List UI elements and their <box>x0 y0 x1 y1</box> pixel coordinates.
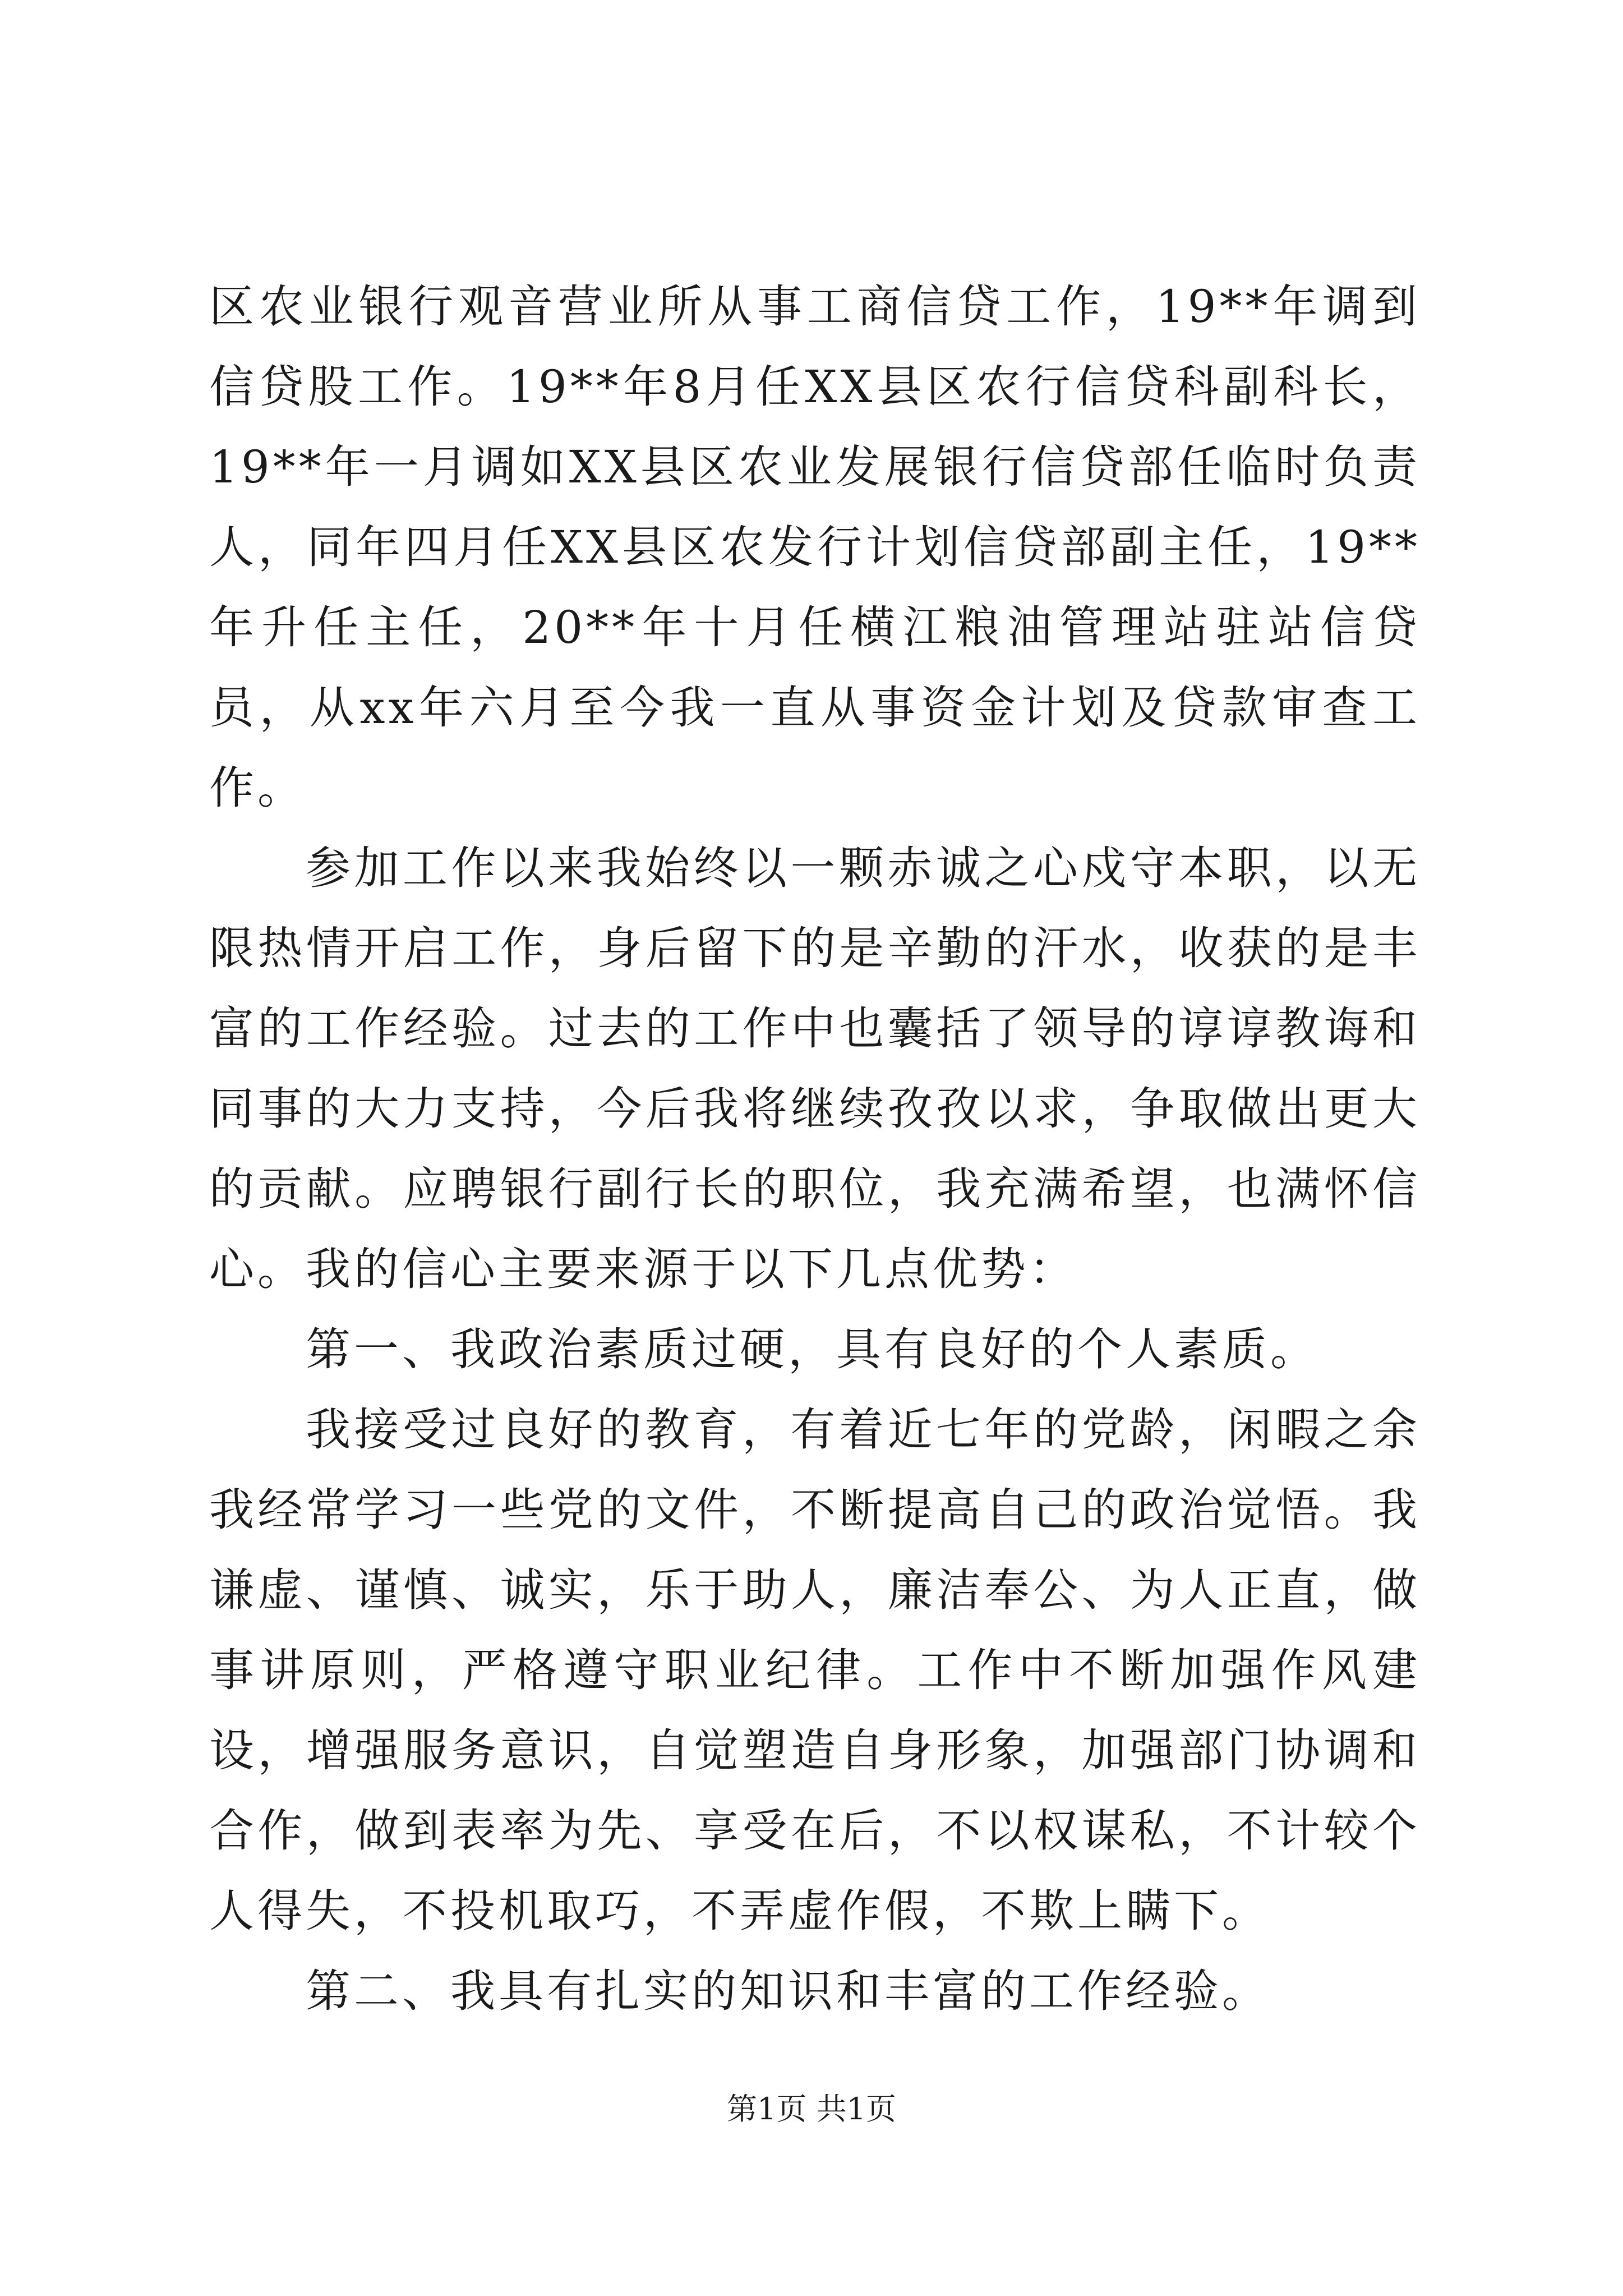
paragraph-advantage-one-heading: 第一、我政治素质过硬，具有良好的个人素质。 <box>306 1323 1318 1375</box>
paragraph-work-attitude: 参加工作以来我始终以一颗赤诚之心戍守本职，以无限热情开启工作，身后留下的是辛勤的汗水，收获的是丰富的工作经验。过去的工作中也囊括了领导的谆谆教诲和同事的大力支持，今后我将继续孜孜以求，争取做出更大的贡献。应聘银行副行长的职位，我充满希望，也满怀信心。我的信心主要来源于以下几点优势： <box>209 842 1421 1295</box>
page-number-label: 第1页 共1页 <box>727 2091 896 2127</box>
page-footer <box>0 2087 1623 2132</box>
paragraph-advantage-two-heading: 第二、我具有扎实的知识和丰富的工作经验。 <box>306 1965 1270 2017</box>
paragraph-career-history: 区农业银行观音营业所从事工商信贷工作，19**年调到信贷股工作。19**年8月任XX县区农行信贷科副科长，19**年一月调如XX县区农业发展银行信贷部任临时负责人，同年四月任XX县区农发行计划信贷部副主任，19**年升任主任，20**年十月任横江粮油管理站驻站信贷员，从xx年六月至今我一直从事资金计划及贷款审查工作。 <box>209 280 1421 814</box>
document-body <box>209 266 1421 2031</box>
paragraph-advantage-one-detail: 我接受过良好的教育，有着近七年的党龄，闲暇之余我经常学习一些党的文件，不断提高自己的政治觉悟。我谦虚、谨慎、诚实，乐于助人，廉洁奉公、为人正直，做事讲原则，严格遵守职业纪律。工作中不断加强作风建设，增强服务意识，自觉塑造自身形象，加强部门协调和合作，做到表率为先、享受在后，不以权谋私，不计较个人得失，不投机取巧，不弄虚作假，不欺上瞒下。 <box>209 1404 1421 1937</box>
